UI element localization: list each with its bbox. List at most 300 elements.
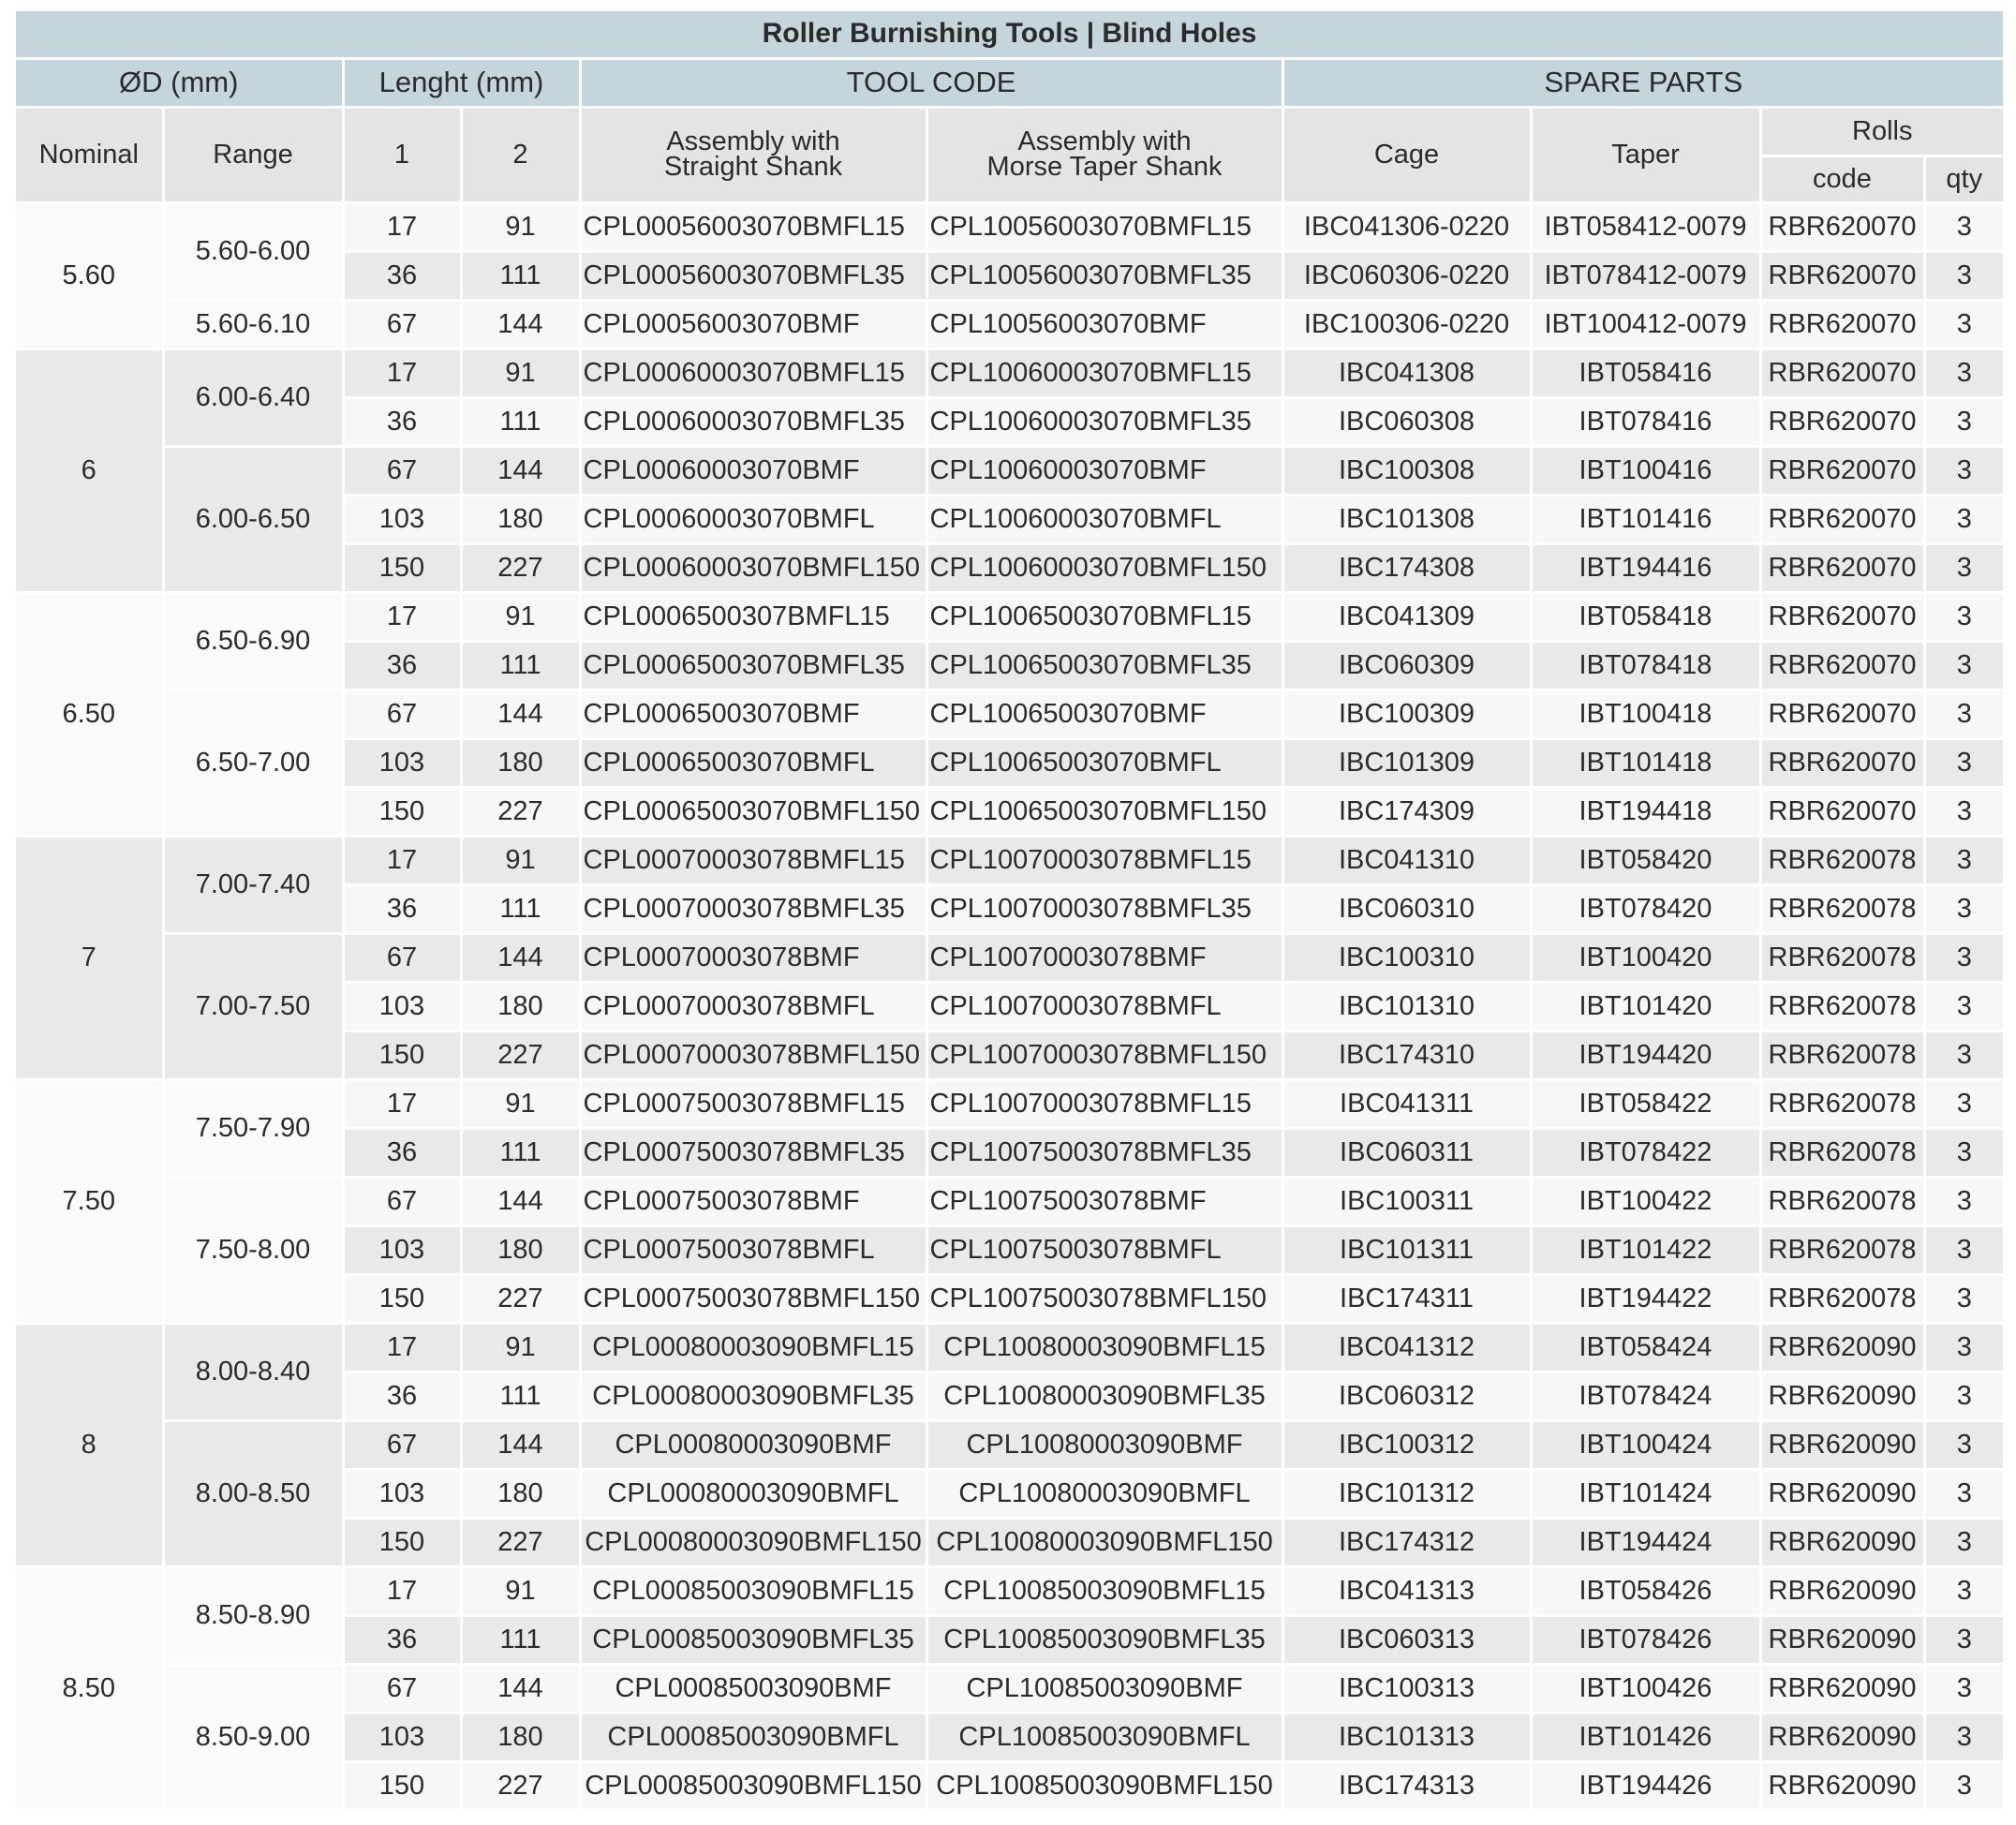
rolls-code-cell: RBR620070: [1760, 787, 1924, 836]
rolls-qty-cell: 3: [1924, 1420, 2003, 1469]
cage-code-cell: IBC041313: [1282, 1566, 1531, 1615]
cage-code-cell: IBC101310: [1282, 982, 1531, 1031]
length-1-cell: 150: [343, 543, 461, 592]
length-2-cell: 144: [461, 933, 580, 982]
rolls-code-cell: RBR620090: [1760, 1420, 1924, 1469]
taper-code-cell: IBT101416: [1531, 495, 1760, 543]
straight-shank-code-cell: CPL00070003078BMF: [580, 933, 926, 982]
header-diameter: ØD (mm): [16, 58, 343, 107]
length-1-cell: 103: [343, 1469, 461, 1518]
straight-shank-code-cell: CPL00070003078BMFL150: [580, 1031, 926, 1079]
length-1-cell: 36: [343, 251, 461, 300]
straight-shank-code-cell: CPL00065003070BMFL35: [580, 641, 926, 690]
length-1-cell: 67: [343, 300, 461, 349]
morse-taper-code-cell: CPL10085003090BMF: [926, 1664, 1282, 1713]
morse-taper-code-cell: CPL10056003070BMFL15: [926, 202, 1282, 251]
cage-code-cell: IBC174309: [1282, 787, 1531, 836]
morse-taper-code-cell: CPL10070003078BMFL15: [926, 1079, 1282, 1128]
taper-code-cell: IBT100426: [1531, 1664, 1760, 1713]
rolls-code-cell: RBR620070: [1760, 592, 1924, 641]
length-1-cell: 67: [343, 933, 461, 982]
rolls-qty-cell: 3: [1924, 1177, 2003, 1225]
rolls-qty-cell: 3: [1924, 1761, 2003, 1810]
rolls-qty-cell: 3: [1924, 495, 2003, 543]
header-rolls-code: code: [1760, 156, 1924, 202]
range-cell: 8.00-8.40: [163, 1323, 343, 1420]
rolls-qty-cell: 3: [1924, 1615, 2003, 1664]
rolls-code-cell: RBR620078: [1760, 1128, 1924, 1177]
length-2-cell: 227: [461, 1518, 580, 1566]
length-1-cell: 103: [343, 1225, 461, 1274]
length-1-cell: 17: [343, 202, 461, 251]
length-2-cell: 227: [461, 1031, 580, 1079]
morse-taper-code-cell: CPL10075003078BMFL150: [926, 1274, 1282, 1323]
taper-code-cell: IBT058416: [1531, 349, 1760, 397]
length-2-cell: 180: [461, 1225, 580, 1274]
length-1-cell: 36: [343, 1615, 461, 1664]
rolls-code-cell: RBR620090: [1760, 1469, 1924, 1518]
rolls-qty-cell: 3: [1924, 884, 2003, 933]
cage-code-cell: IBC060311: [1282, 1128, 1531, 1177]
rolls-code-cell: RBR620078: [1760, 933, 1924, 982]
cage-code-cell: IBC101311: [1282, 1225, 1531, 1274]
morse-taper-code-cell: CPL10085003090BMFL35: [926, 1615, 1282, 1664]
taper-code-cell: IBT194426: [1531, 1761, 1760, 1810]
straight-shank-code-cell: CPL00075003078BMFL150: [580, 1274, 926, 1323]
taper-code-cell: IBT100412-0079: [1531, 300, 1760, 349]
morse-taper-code-cell: CPL10056003070BMF: [926, 300, 1282, 349]
cage-code-cell: IBC174308: [1282, 543, 1531, 592]
rolls-qty-cell: 3: [1924, 933, 2003, 982]
header-rolls-qty: qty: [1924, 156, 2003, 202]
morse-taper-code-cell: CPL10075003078BMFL: [926, 1225, 1282, 1274]
taper-code-cell: IBT078424: [1531, 1372, 1760, 1420]
straight-shank-code-cell: CPL00085003090BMF: [580, 1664, 926, 1713]
cage-code-cell: IBC101312: [1282, 1469, 1531, 1518]
morse-taper-code-cell: CPL10070003078BMFL35: [926, 884, 1282, 933]
range-cell: 7.50-7.90: [163, 1079, 343, 1177]
range-cell: 8.00-8.50: [163, 1420, 343, 1566]
cage-code-cell: IBC041306-0220: [1282, 202, 1531, 251]
rolls-code-cell: RBR620090: [1760, 1761, 1924, 1810]
header-taper: Taper: [1531, 107, 1760, 202]
rolls-qty-cell: 3: [1924, 1566, 2003, 1615]
rolls-code-cell: RBR620070: [1760, 251, 1924, 300]
nominal-cell: 5.60: [16, 202, 163, 349]
table-row: [16, 1420, 2003, 1469]
taper-code-cell: IBT101426: [1531, 1713, 1760, 1761]
rolls-qty-cell: 3: [1924, 1664, 2003, 1713]
table-row: [16, 1177, 2003, 1225]
length-1-cell: 36: [343, 1372, 461, 1420]
rolls-code-cell: RBR620070: [1760, 495, 1924, 543]
cage-code-cell: IBC101309: [1282, 738, 1531, 787]
header-range: Range: [163, 107, 343, 202]
length-1-cell: 36: [343, 1128, 461, 1177]
taper-code-cell: IBT194416: [1531, 543, 1760, 592]
length-2-cell: 111: [461, 1615, 580, 1664]
length-2-cell: 91: [461, 592, 580, 641]
header-rolls: Rolls: [1760, 107, 2003, 156]
length-2-cell: 180: [461, 982, 580, 1031]
straight-shank-code-cell: CPL00075003078BMFL: [580, 1225, 926, 1274]
length-2-cell: 91: [461, 1323, 580, 1372]
length-1-cell: 150: [343, 1031, 461, 1079]
rolls-qty-cell: 3: [1924, 982, 2003, 1031]
taper-code-cell: IBT078420: [1531, 884, 1760, 933]
cage-code-cell: IBC060306-0220: [1282, 251, 1531, 300]
straight-shank-code-cell: CPL00085003090BMFL: [580, 1713, 926, 1761]
taper-code-cell: IBT078422: [1531, 1128, 1760, 1177]
nominal-cell: 6: [16, 349, 163, 592]
cage-code-cell: IBC041310: [1282, 836, 1531, 884]
cage-code-cell: IBC174313: [1282, 1761, 1531, 1810]
length-2-cell: 111: [461, 251, 580, 300]
morse-taper-code-cell: CPL10085003090BMFL150: [926, 1761, 1282, 1810]
straight-shank-code-cell: CPL00056003070BMF: [580, 300, 926, 349]
length-2-cell: 91: [461, 1566, 580, 1615]
rolls-qty-cell: 3: [1924, 349, 2003, 397]
table-body: [16, 202, 2003, 1810]
rolls-code-cell: RBR620090: [1760, 1615, 1924, 1664]
length-2-cell: 144: [461, 1177, 580, 1225]
length-2-cell: 180: [461, 1713, 580, 1761]
rolls-code-cell: RBR620070: [1760, 397, 1924, 446]
morse-taper-code-cell: CPL10085003090BMFL: [926, 1713, 1282, 1761]
morse-taper-code-cell: CPL10080003090BMFL15: [926, 1323, 1282, 1372]
taper-code-cell: IBT101420: [1531, 982, 1760, 1031]
taper-code-cell: IBT100422: [1531, 1177, 1760, 1225]
taper-code-cell: IBT058418: [1531, 592, 1760, 641]
length-2-cell: 180: [461, 738, 580, 787]
length-2-cell: 144: [461, 1420, 580, 1469]
taper-code-cell: IBT194422: [1531, 1274, 1760, 1323]
length-1-cell: 67: [343, 1177, 461, 1225]
cage-code-cell: IBC100311: [1282, 1177, 1531, 1225]
rolls-qty-cell: 3: [1924, 543, 2003, 592]
rolls-qty-cell: 3: [1924, 1469, 2003, 1518]
rolls-code-cell: RBR620070: [1760, 446, 1924, 495]
morse-taper-code-cell: CPL10065003070BMF: [926, 690, 1282, 738]
length-1-cell: 103: [343, 982, 461, 1031]
cage-code-cell: IBC100313: [1282, 1664, 1531, 1713]
range-cell: 7.00-7.50: [163, 933, 343, 1079]
straight-shank-code-cell: CPL00060003070BMFL35: [580, 397, 926, 446]
rolls-code-cell: RBR620090: [1760, 1566, 1924, 1615]
straight-shank-code-cell: CPL00060003070BMFL150: [580, 543, 926, 592]
straight-shank-code-cell: CPL00085003090BMFL15: [580, 1566, 926, 1615]
range-cell: 8.50-8.90: [163, 1566, 343, 1664]
taper-code-cell: IBT194420: [1531, 1031, 1760, 1079]
nominal-cell: 6.50: [16, 592, 163, 836]
nominal-cell: 8: [16, 1323, 163, 1566]
rolls-code-cell: RBR620078: [1760, 1274, 1924, 1323]
morse-taper-code-cell: CPL10065003070BMFL: [926, 738, 1282, 787]
rolls-qty-cell: 3: [1924, 690, 2003, 738]
length-2-cell: 180: [461, 1469, 580, 1518]
straight-shank-code-cell: CPL00075003078BMFL35: [580, 1128, 926, 1177]
length-2-cell: 144: [461, 446, 580, 495]
table-row: [16, 1323, 2003, 1372]
rolls-qty-cell: 3: [1924, 836, 2003, 884]
rolls-code-cell: RBR620070: [1760, 300, 1924, 349]
rolls-code-cell: RBR620078: [1760, 1177, 1924, 1225]
range-cell: 6.00-6.40: [163, 349, 343, 446]
rolls-qty-cell: 3: [1924, 1713, 2003, 1761]
rolls-code-cell: RBR620090: [1760, 1518, 1924, 1566]
length-2-cell: 144: [461, 690, 580, 738]
straight-shank-code-cell: CPL00085003090BMFL150: [580, 1761, 926, 1810]
length-1-cell: 150: [343, 1518, 461, 1566]
straight-shank-code-cell: CPL00060003070BMFL: [580, 495, 926, 543]
straight-shank-code-cell: CPL00080003090BMFL15: [580, 1323, 926, 1372]
rolls-code-cell: RBR620078: [1760, 1079, 1924, 1128]
length-2-cell: 227: [461, 787, 580, 836]
range-cell: 5.60-6.10: [163, 300, 343, 349]
cage-code-cell: IBC041309: [1282, 592, 1531, 641]
nominal-cell: 8.50: [16, 1566, 163, 1810]
length-1-cell: 67: [343, 690, 461, 738]
table-row: [16, 349, 2003, 397]
length-1-cell: 17: [343, 349, 461, 397]
straight-shank-code-cell: CPL00080003090BMFL: [580, 1469, 926, 1518]
straight-shank-code-cell: CPL00070003078BMFL35: [580, 884, 926, 933]
length-2-cell: 227: [461, 543, 580, 592]
taper-code-cell: IBT078426: [1531, 1615, 1760, 1664]
rolls-qty-cell: 3: [1924, 397, 2003, 446]
morse-taper-code-cell: CPL10060003070BMFL150: [926, 543, 1282, 592]
rolls-code-cell: RBR620078: [1760, 884, 1924, 933]
cage-code-cell: IBC174311: [1282, 1274, 1531, 1323]
morse-taper-code-cell: CPL10080003090BMFL35: [926, 1372, 1282, 1420]
rolls-code-cell: RBR620090: [1760, 1664, 1924, 1713]
straight-shank-code-cell: CPL00085003090BMFL35: [580, 1615, 926, 1664]
rolls-code-cell: RBR620078: [1760, 982, 1924, 1031]
table-title: Roller Burnishing Tools | Blind Holes: [16, 11, 2003, 58]
rolls-code-cell: RBR620070: [1760, 202, 1924, 251]
length-1-cell: 150: [343, 1274, 461, 1323]
table-row: [16, 300, 2003, 349]
cage-code-cell: IBC174310: [1282, 1031, 1531, 1079]
taper-code-cell: IBT058422: [1531, 1079, 1760, 1128]
rolls-qty-cell: 3: [1924, 1031, 2003, 1079]
morse-taper-code-cell: CPL10080003090BMFL150: [926, 1518, 1282, 1566]
rolls-code-cell: RBR620078: [1760, 1031, 1924, 1079]
length-1-cell: 150: [343, 787, 461, 836]
straight-shank-code-cell: CPL00065003070BMFL: [580, 738, 926, 787]
rolls-code-cell: RBR620090: [1760, 1323, 1924, 1372]
rolls-code-cell: RBR620070: [1760, 641, 1924, 690]
length-1-cell: 17: [343, 592, 461, 641]
rolls-code-cell: RBR620070: [1760, 543, 1924, 592]
range-cell: 6.50-6.90: [163, 592, 343, 690]
rolls-qty-cell: 3: [1924, 1128, 2003, 1177]
table-row: [16, 836, 2003, 884]
length-2-cell: 91: [461, 349, 580, 397]
length-2-cell: 111: [461, 1128, 580, 1177]
rolls-qty-cell: 3: [1924, 446, 2003, 495]
length-2-cell: 91: [461, 1079, 580, 1128]
length-1-cell: 17: [343, 1566, 461, 1615]
length-1-cell: 150: [343, 1761, 461, 1810]
cage-code-cell: IBC060313: [1282, 1615, 1531, 1664]
length-2-cell: 111: [461, 397, 580, 446]
morse-taper-code-cell: CPL10070003078BMFL: [926, 982, 1282, 1031]
length-2-cell: 111: [461, 884, 580, 933]
length-1-cell: 103: [343, 495, 461, 543]
length-1-cell: 17: [343, 1079, 461, 1128]
header-length-1: 1: [343, 107, 461, 202]
straight-shank-code-cell: CPL00080003090BMFL150: [580, 1518, 926, 1566]
cage-code-cell: IBC041308: [1282, 349, 1531, 397]
rolls-qty-cell: 3: [1924, 592, 2003, 641]
straight-shank-code-cell: CPL00056003070BMFL35: [580, 251, 926, 300]
nominal-cell: 7: [16, 836, 163, 1079]
rolls-qty-cell: 3: [1924, 300, 2003, 349]
table-row: [16, 690, 2003, 738]
rolls-qty-cell: 3: [1924, 738, 2003, 787]
table-row: [16, 1079, 2003, 1128]
rolls-qty-cell: 3: [1924, 251, 2003, 300]
length-1-cell: 67: [343, 446, 461, 495]
range-cell: 5.60-6.00: [163, 202, 343, 300]
morse-taper-code-cell: CPL10060003070BMF: [926, 446, 1282, 495]
taper-code-cell: IBT101424: [1531, 1469, 1760, 1518]
range-cell: 6.50-7.00: [163, 690, 343, 836]
cage-code-cell: IBC100312: [1282, 1420, 1531, 1469]
rolls-qty-cell: 3: [1924, 787, 2003, 836]
straight-shank-code-cell: CPL00060003070BMFL15: [580, 349, 926, 397]
morse-taper-code-cell: CPL10060003070BMFL: [926, 495, 1282, 543]
rolls-qty-cell: 3: [1924, 1079, 2003, 1128]
cage-code-cell: IBC060310: [1282, 884, 1531, 933]
length-1-cell: 36: [343, 397, 461, 446]
header-tool-code: TOOL CODE: [580, 58, 1282, 107]
morse-taper-code-cell: CPL10065003070BMFL150: [926, 787, 1282, 836]
straight-shank-code-cell: CPL00065003070BMF: [580, 690, 926, 738]
range-cell: 6.00-6.50: [163, 446, 343, 592]
length-2-cell: 111: [461, 1372, 580, 1420]
roller-burnishing-table: [16, 11, 2003, 1812]
nominal-cell: 7.50: [16, 1079, 163, 1323]
length-1-cell: 103: [343, 1713, 461, 1761]
straight-shank-code-cell: CPL00056003070BMFL15: [580, 202, 926, 251]
taper-code-cell: IBT194418: [1531, 787, 1760, 836]
taper-code-cell: IBT078418: [1531, 641, 1760, 690]
morse-taper-code-cell: CPL10075003078BMFL35: [926, 1128, 1282, 1177]
taper-code-cell: IBT058412-0079: [1531, 202, 1760, 251]
header-nominal: Nominal: [16, 107, 163, 202]
range-cell: 7.00-7.40: [163, 836, 343, 933]
straight-shank-code-cell: CPL00080003090BMF: [580, 1420, 926, 1469]
range-cell: 8.50-9.00: [163, 1664, 343, 1810]
length-2-cell: 91: [461, 202, 580, 251]
table-row: [16, 446, 2003, 495]
morse-taper-code-cell: CPL10060003070BMFL35: [926, 397, 1282, 446]
product-table-sheet: [16, 11, 2003, 1812]
straight-shank-code-cell: CPL0006500307BMFL15: [580, 592, 926, 641]
header-length-2: 2: [461, 107, 580, 202]
cage-code-cell: IBC174312: [1282, 1518, 1531, 1566]
rolls-code-cell: RBR620070: [1760, 349, 1924, 397]
cage-code-cell: IBC100306-0220: [1282, 300, 1531, 349]
straight-shank-code-cell: CPL00075003078BMF: [580, 1177, 926, 1225]
range-cell: 7.50-8.00: [163, 1177, 343, 1323]
rolls-qty-cell: 3: [1924, 641, 2003, 690]
length-2-cell: 227: [461, 1274, 580, 1323]
rolls-code-cell: RBR620090: [1760, 1713, 1924, 1761]
length-2-cell: 91: [461, 836, 580, 884]
length-1-cell: 67: [343, 1664, 461, 1713]
rolls-qty-cell: 3: [1924, 202, 2003, 251]
morse-taper-code-cell: CPL10060003070BMFL15: [926, 349, 1282, 397]
morse-taper-code-cell: CPL10056003070BMFL35: [926, 251, 1282, 300]
morse-taper-code-cell: CPL10065003070BMFL15: [926, 592, 1282, 641]
morse-taper-code-cell: CPL10070003078BMFL15: [926, 836, 1282, 884]
cage-code-cell: IBC101313: [1282, 1713, 1531, 1761]
straight-shank-code-cell: CPL00080003090BMFL35: [580, 1372, 926, 1420]
header-morse-taper-shank: Assembly with Morse Taper Shank: [926, 107, 1282, 202]
taper-code-cell: IBT194424: [1531, 1518, 1760, 1566]
taper-code-cell: IBT100424: [1531, 1420, 1760, 1469]
morse-taper-code-cell: CPL10080003090BMFL: [926, 1469, 1282, 1518]
rolls-code-cell: RBR620078: [1760, 836, 1924, 884]
length-1-cell: 17: [343, 836, 461, 884]
length-2-cell: 144: [461, 1664, 580, 1713]
taper-code-cell: IBT101418: [1531, 738, 1760, 787]
length-2-cell: 144: [461, 300, 580, 349]
length-2-cell: 180: [461, 495, 580, 543]
cage-code-cell: IBC060309: [1282, 641, 1531, 690]
cage-code-cell: IBC041311: [1282, 1079, 1531, 1128]
length-1-cell: 103: [343, 738, 461, 787]
length-1-cell: 67: [343, 1420, 461, 1469]
taper-code-cell: IBT100418: [1531, 690, 1760, 738]
length-1-cell: 36: [343, 641, 461, 690]
length-2-cell: 227: [461, 1761, 580, 1810]
cage-code-cell: IBC060312: [1282, 1372, 1531, 1420]
rolls-code-cell: RBR620070: [1760, 690, 1924, 738]
rolls-code-cell: RBR620070: [1760, 738, 1924, 787]
taper-code-cell: IBT078416: [1531, 397, 1760, 446]
straight-shank-code-cell: CPL00070003078BMFL: [580, 982, 926, 1031]
rolls-qty-cell: 3: [1924, 1225, 2003, 1274]
morse-taper-code-cell: CPL10085003090BMFL15: [926, 1566, 1282, 1615]
length-1-cell: 17: [343, 1323, 461, 1372]
length-1-cell: 36: [343, 884, 461, 933]
cage-code-cell: IBC100309: [1282, 690, 1531, 738]
cage-code-cell: IBC101308: [1282, 495, 1531, 543]
header-straight-shank: Assembly with Straight Shank: [580, 107, 926, 202]
header-spare-parts: SPARE PARTS: [1282, 58, 2003, 107]
rolls-qty-cell: 3: [1924, 1323, 2003, 1372]
cage-code-cell: IBC100308: [1282, 446, 1531, 495]
morse-taper-code-cell: CPL10080003090BMF: [926, 1420, 1282, 1469]
taper-code-cell: IBT100416: [1531, 446, 1760, 495]
taper-code-cell: IBT058426: [1531, 1566, 1760, 1615]
length-2-cell: 111: [461, 641, 580, 690]
morse-taper-code-cell: CPL10070003078BMF: [926, 933, 1282, 982]
table-row: [16, 592, 2003, 641]
taper-code-cell: IBT100420: [1531, 933, 1760, 982]
taper-code-cell: IBT058420: [1531, 836, 1760, 884]
straight-shank-code-cell: CPL00060003070BMF: [580, 446, 926, 495]
header-length: Lenght (mm): [343, 58, 580, 107]
rolls-code-cell: RBR620078: [1760, 1225, 1924, 1274]
cage-code-cell: IBC060308: [1282, 397, 1531, 446]
rolls-qty-cell: 3: [1924, 1518, 2003, 1566]
morse-taper-code-cell: CPL10075003078BMF: [926, 1177, 1282, 1225]
